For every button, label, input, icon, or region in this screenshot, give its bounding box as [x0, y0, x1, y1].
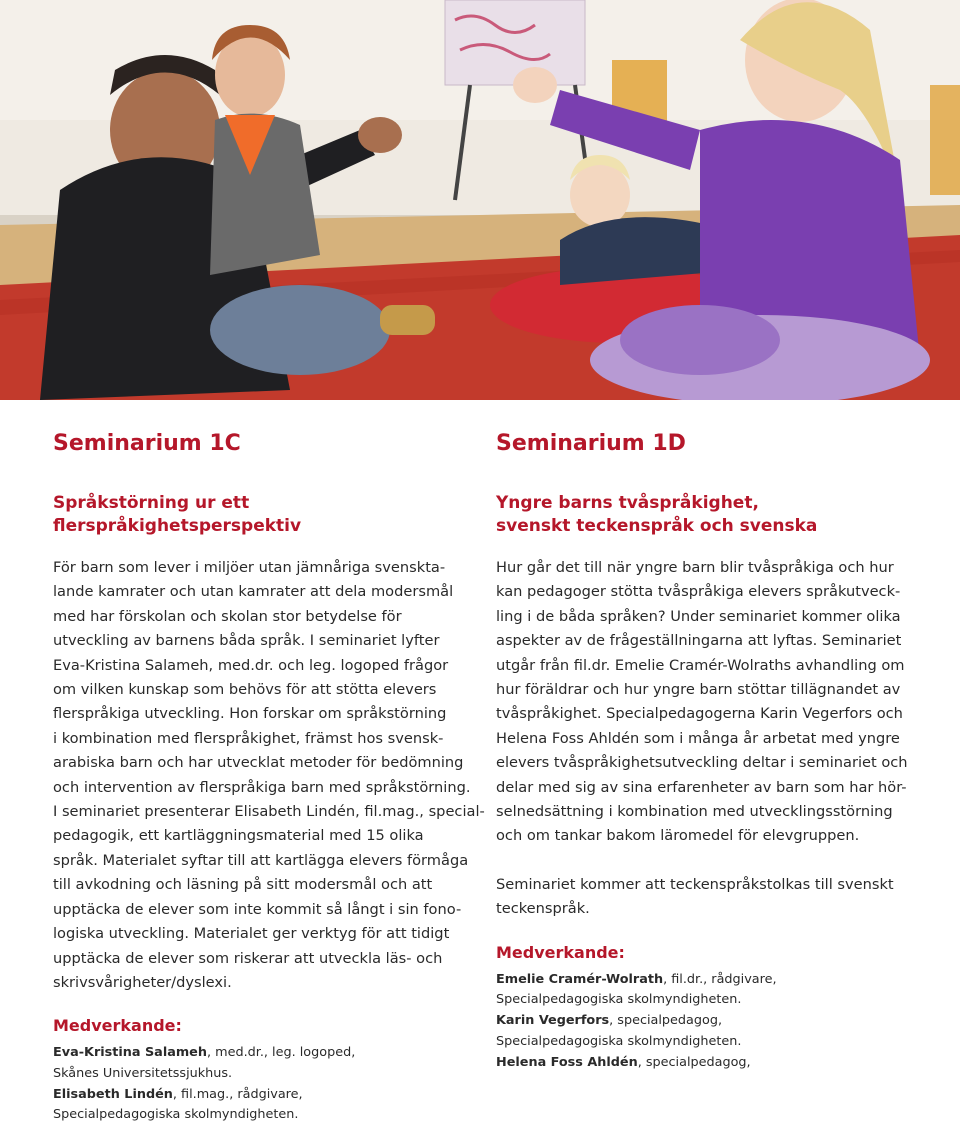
description-line: med har förskolan och skolan stor betydelse för [53, 607, 402, 625]
description-line: om vilken kunskap som behövs för att stötta elevers [53, 681, 437, 699]
seminar-description [496, 556, 916, 922]
contributor-name: Karin Vegerfors [496, 1013, 610, 1029]
description-line: logiska utveckling. Materialet ger verktyg för att tidigt [53, 925, 450, 943]
description-line: För barn som lever i miljöer utan jämnåriga svenskta- [53, 559, 446, 576]
description-line: och intervention av flerspråkiga barn med språkstörning. [53, 778, 471, 796]
seminar-title: Seminarium 1C [53, 431, 241, 456]
classroom-photo [0, 0, 960, 400]
contributor-role: , fil.dr., rådgivare, [663, 971, 777, 987]
contributors-list [53, 1043, 453, 1126]
contributor-role: , specialpedagog, [637, 1054, 751, 1070]
contributor-entry [496, 1011, 916, 1032]
description-line: Hur går det till när yngre barn blir tvåspråkiga och hur [496, 559, 894, 576]
contributor-name: Helena Foss Ahldén [496, 1054, 638, 1070]
description-line: delar med sig av sina erfarenheter av barn som har hör- [496, 778, 907, 796]
contributor-org: Specialpedagogiska skolmyndigheten. [53, 1107, 299, 1123]
description-paragraph [53, 556, 485, 995]
contributor-entry [53, 1043, 453, 1064]
description-line: skrivsvårigheter/dyslexi. [53, 973, 232, 991]
description-line: teckenspråk. [496, 900, 590, 918]
contributor-entry [496, 970, 916, 991]
contributor-org: Skånes Universitetssjukhus. [53, 1066, 233, 1082]
contributor-name: Emelie Cramér-Wolrath [496, 971, 664, 987]
contributors-heading: Medverkande: [496, 942, 625, 962]
description-line: utgår från fil.dr. Emelie Cramér-Wolraths avhandling om [496, 656, 905, 674]
contributor-role: , med.dr., leg. logoped, [206, 1045, 356, 1061]
contributor-org: Specialpedagogiska skolmyndigheten. [496, 1033, 742, 1049]
description-line: aspekter av de frågeställningarna att lyftas. Seminariet [496, 632, 902, 650]
seminar-1c-column [53, 420, 485, 1126]
description-line: flerspråkiga utveckling. Hon forskar om språkstörning [53, 705, 447, 723]
contributor-role: , fil.mag., rådgivare, [172, 1086, 303, 1102]
description-line: selnedsättning i kombination med utvecklingsstörning [496, 803, 893, 821]
description-line: elevers tvåspråkighetsutveckling deltar i seminariet och [496, 754, 908, 772]
description-line: språk. Materialet syftar till att kartlägga elevers förmåga [53, 851, 469, 869]
description-line: pedagogik, ett kartläggningsmaterial med 15 olika [53, 827, 424, 845]
seminar-subtitle: Språkstörning ur ett flerspråkighetsperspektiv [53, 493, 302, 536]
seminar-description [53, 556, 485, 995]
description-line: Seminariet kommer att teckenspråkstolkas till svenskt [496, 875, 894, 893]
contributors-list [496, 970, 916, 1074]
description-line: och om tankar bakom läromedel för elevgruppen. [496, 827, 860, 845]
description-line: upptäcka de elever som riskerar att utveckla läs- och [53, 949, 443, 967]
description-line: i kombination med flerspråkighet, främst hos svensk- [53, 729, 444, 747]
description-line: kan pedagoger stötta tvåspråkiga elevers språkutveck- [496, 583, 901, 601]
photo-illustration [0, 0, 960, 400]
seminar-title: Seminarium 1D [496, 431, 686, 456]
description-line: till avkodning och läsning på sitt modersmål och att [53, 876, 433, 894]
description-line: tvåspråkighet. Specialpedagogerna Karin Vegerfors och [496, 705, 903, 723]
description-paragraph [496, 873, 916, 922]
description-line: I seminariet presenterar Elisabeth Lindén, fil.mag., special- [53, 803, 485, 821]
description-paragraph [496, 556, 916, 849]
description-line: ling i de båda språken? Under seminariet kommer olika [496, 607, 901, 625]
contributors-heading: Medverkande: [53, 1016, 182, 1036]
description-line: Helena Foss Ahldén som i många år arbetat med yngre [496, 729, 900, 747]
description-line: Eva-Kristina Salameh, med.dr. och leg. logoped frågor [53, 656, 449, 674]
seminar-subtitle: Yngre barns tvåspråkighet, svenskt teckenspråk och svenska [496, 493, 818, 536]
description-line: utveckling av barnens båda språk. I seminariet lyfter [53, 632, 440, 650]
description-line: arabiska barn och har utvecklat metoder för bedömning [53, 754, 464, 772]
description-line: upptäcka de elever som inte kommit så långt i sin fono- [53, 900, 462, 918]
contributor-entry [53, 1085, 453, 1106]
contributor-name: Eva-Kristina Salameh [53, 1045, 207, 1061]
description-line: lande kamrater och utan kamrater att dela modersmål [53, 583, 454, 601]
contributor-name: Elisabeth Lindén [53, 1086, 173, 1102]
description-line: hur föräldrar och hur yngre barn stöttar tillägnandet av [496, 681, 901, 699]
contributor-org: Specialpedagogiska skolmyndigheten. [496, 992, 742, 1008]
seminar-1d-column [496, 420, 916, 1073]
contributor-role: , specialpedagog, [609, 1013, 723, 1029]
contributor-entry [496, 1053, 916, 1074]
